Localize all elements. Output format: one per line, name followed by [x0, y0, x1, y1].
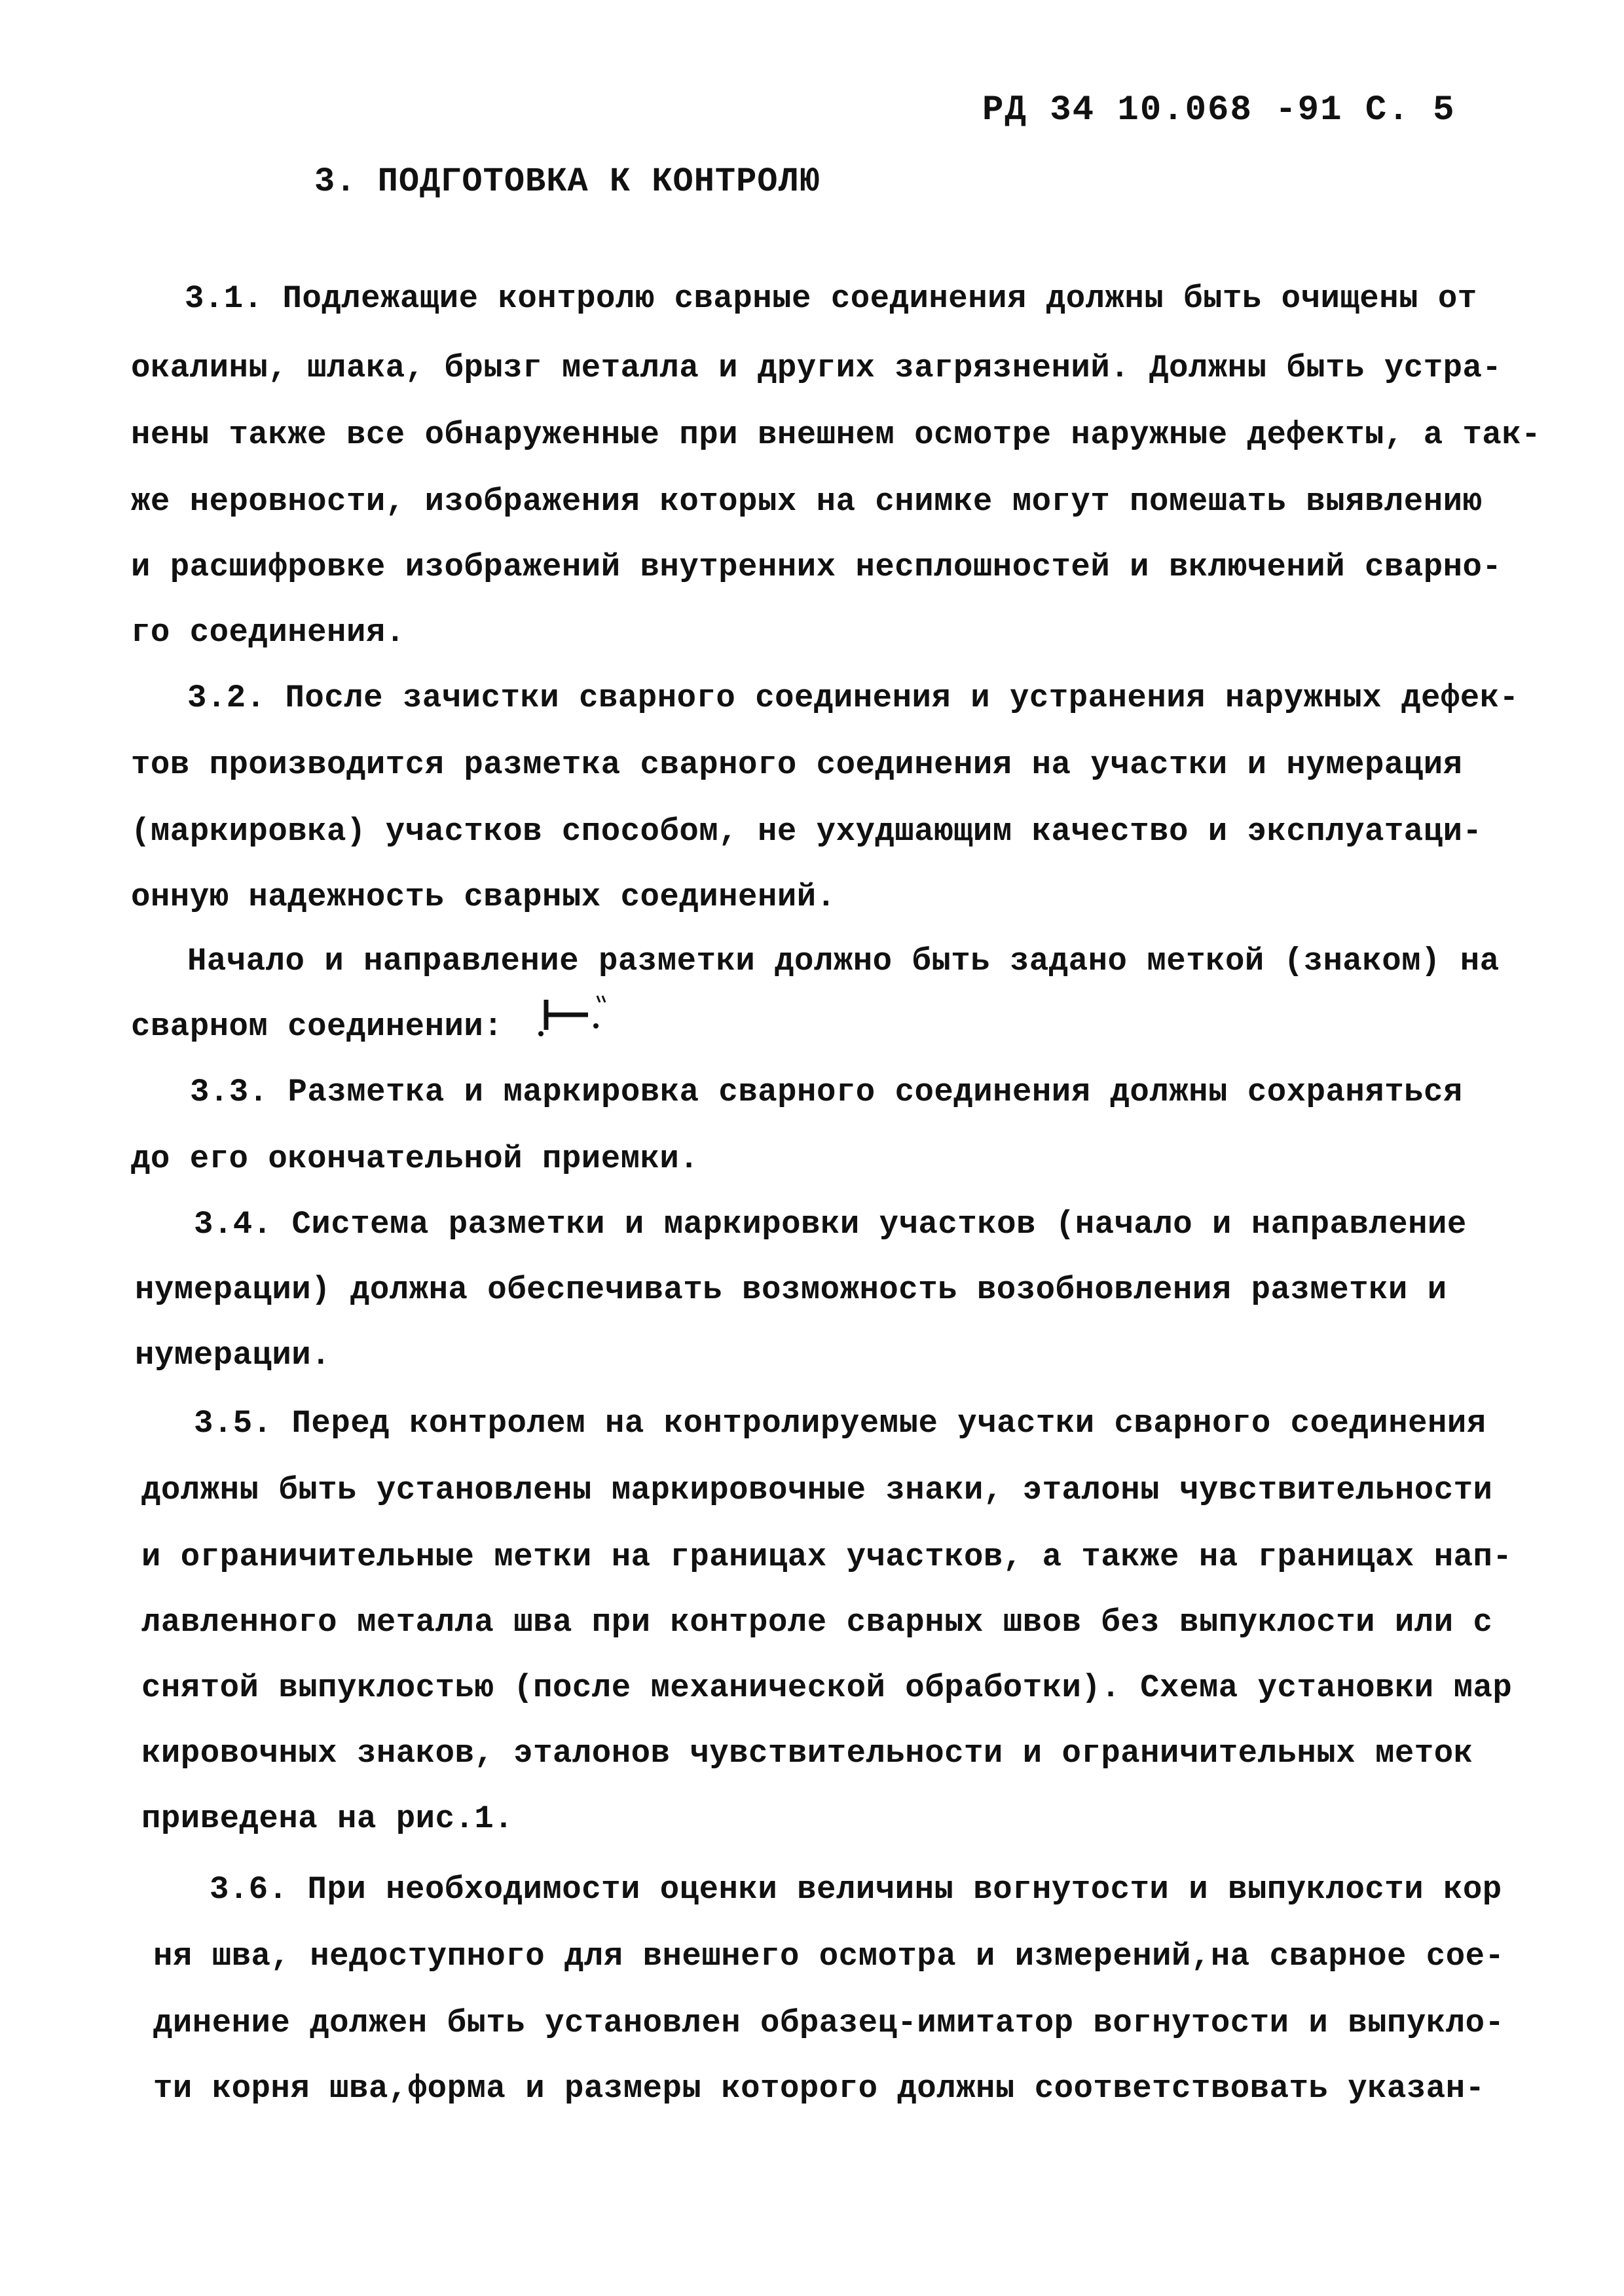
text-line: кировочных знаков, эталонов чувствительности и ограничительных меток [141, 1735, 1473, 1772]
text-line: 3.5. Перед контролем на контролируемые участки сварного соединения [194, 1405, 1486, 1442]
text-line: должны быть установлены маркировочные знаки, эталоны чувствительности [141, 1472, 1493, 1508]
text-line: же неровности, изображения которых на снимке могут помешать выявлению [131, 483, 1483, 520]
text-line: Начало и направление разметки должно быть задано меткой (знаком) на [187, 943, 1500, 979]
text-line: нумерации. [135, 1337, 331, 1374]
text-line: го соединения. [131, 614, 405, 651]
marking-sign-icon [537, 992, 609, 1038]
text-line: сварном соединении: [131, 1008, 504, 1045]
text-line: (маркировка) участков способом, не ухудшающим качество и эксплуатаци- [131, 813, 1483, 850]
text-line: до его окончательной приемки. [131, 1140, 699, 1177]
text-line: ня шва, недоступного для внешнего осмотра и измерений,на сварное сое- [153, 1938, 1505, 1975]
text-line: 3.3. Разметка и маркировка сварного соединения должны сохраняться [190, 1074, 1463, 1110]
text-line: лавленного металла шва при контроле сварных швов без выпуклости или с [141, 1604, 1493, 1641]
text-line: и расшифровке изображений внутренних несплошностей и включений сварно- [131, 549, 1502, 585]
text-line: ти корня шва,форма и размеры которого должны соответствовать указан- [153, 2070, 1485, 2107]
text-line: и ограничительные метки на границах участков, а также на границах нап- [141, 1539, 1513, 1575]
text-line: 3.6. При необходимости оценки величины вогнутости и выпуклости кор [210, 1871, 1502, 1908]
text-line: тов производится разметка сварного соединения на участки и нумерация [131, 746, 1463, 783]
section-title: 3. ПОДГОТОВКА К КОНТРОЛЮ [314, 162, 821, 201]
page-header: РД 34 10.068 -91 С. 5 [982, 90, 1456, 130]
text-line: нены также все обнаруженные при внешнем осмотре наружные дефекты, а так- [131, 416, 1541, 453]
text-line: 3.2. После зачистки сварного соединения и устранения наружных дефек- [187, 680, 1519, 716]
text-line: окалины, шлака, брызг металла и других загрязнений. Должны быть устра- [131, 350, 1502, 386]
text-line: нумерации) должна обеспечивать возможность возобновления разметки и [135, 1271, 1447, 1308]
text-line: 3.1. Подлежащие контролю сварные соединения должны быть очищены от [185, 280, 1477, 317]
text-line: онную надежность сварных соединений. [131, 879, 836, 915]
text-line: снятой выпуклостью (после механической обработки). Схема установки мар [141, 1669, 1513, 1706]
text-line: динение должен быть установлен образец-имитатор вогнутости и выпукло- [153, 2005, 1505, 2041]
text-line: приведена на рис.1. [141, 1800, 514, 1837]
text-line: 3.4. Система разметки и маркировки участков (начало и направление [194, 1206, 1467, 1243]
